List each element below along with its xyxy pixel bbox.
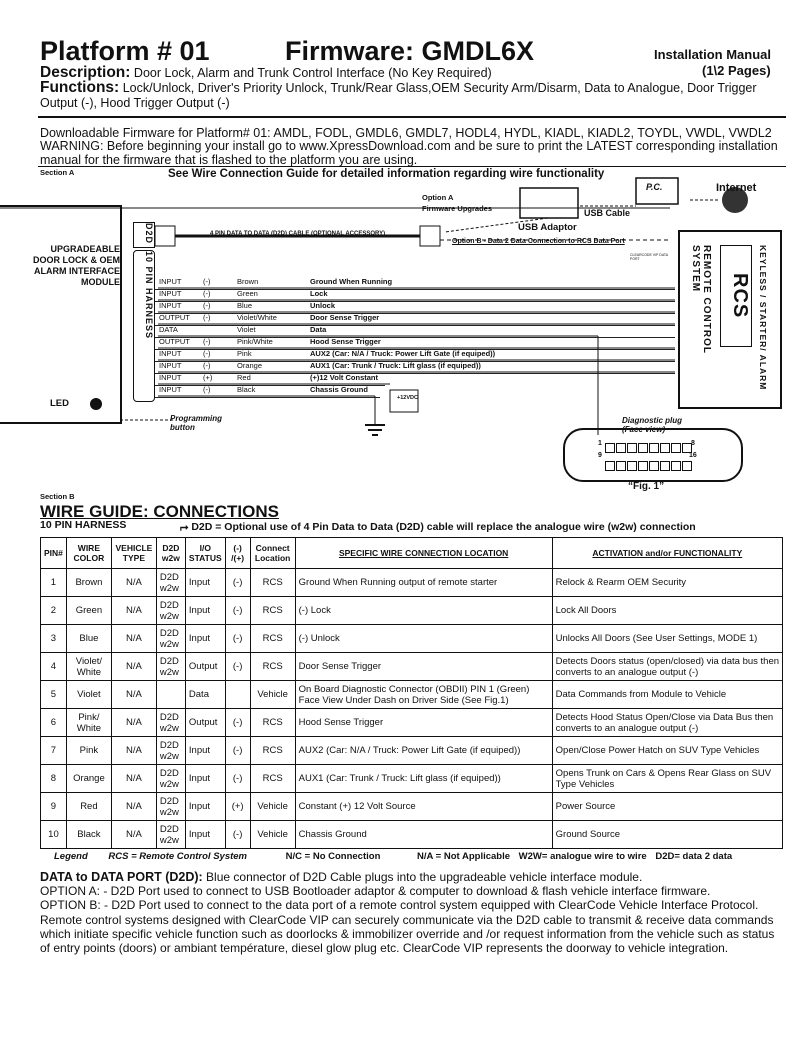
table-row [41,653,783,681]
table-cell: Chassis Ground [295,821,552,849]
wire-label: Red [237,373,251,382]
programming-button-label[interactable]: Programming button [170,414,223,432]
table-cell: N/A [111,737,156,765]
option-a-label: Option A [422,193,454,202]
table-cell: RCS [250,569,295,597]
legend-w2w: W2W= analogue wire to wire [518,851,647,862]
wire-label: INPUT [159,349,182,358]
table-cell: Detects Doors status (open/closed) via data bus then converts to an analogue output (-) [552,653,782,681]
table-cell: Vehicle [250,793,295,821]
table-row [41,765,783,793]
table-row [41,709,783,737]
table-cell: RCS [250,765,295,793]
table-cell: Input [185,597,225,625]
warning-line: WARNING: Before beginning your install go to www.XpressDownload.com and be sure to print the LATEST corresponding installation manual for the firmware that is flashed to the platform you are using. [40,139,778,167]
table-cell: 10 [41,821,67,849]
battery-label: +12VDC [397,395,418,401]
led-label: LED [50,398,69,409]
table-cell: Brown [66,569,111,597]
col-polarity: (-) /(+) [225,538,250,569]
table-cell: Ground When Running output of remote starter [295,569,552,597]
diag-label: Diagnostic plug (Face view) [622,416,682,434]
wire-label: Door Sense Trigger [310,313,380,322]
table-cell: Output [185,709,225,737]
wire-label: AUX1 (Car: Trunk / Truck: Lift glass (if equiped)) [310,361,481,370]
table-cell: Output [185,653,225,681]
table-cell: Violet/ White [66,653,111,681]
table-cell: D2D w2w [156,765,185,793]
table-cell: 4 [41,653,67,681]
wire-label: DATA [159,325,178,334]
table-row [41,625,783,653]
platform-title: Platform # 01 [40,36,210,66]
wire-label: Pink/White [237,337,273,346]
wire-label: INPUT [159,373,182,382]
wire-guide-table [40,537,783,849]
table-cell: Input [185,569,225,597]
table-cell: Detects Hood Status Open/Close via Data Bus then converts to an analogue output (-) [552,709,782,737]
table-cell: Vehicle [250,821,295,849]
legend [40,851,783,862]
table-cell: Input [185,765,225,793]
pc-label: P.C. [646,182,663,192]
table-cell: Data Commands from Module to Vehicle [552,681,782,709]
wire-label: (+) [203,373,213,382]
table-cell: Power Source [552,793,782,821]
table-cell: Unlocks All Doors (See User Settings, MODE 1) [552,625,782,653]
table-cell: Input [185,793,225,821]
table-cell: Blue [66,625,111,653]
manual-label: Installation Manual [654,47,772,62]
firmware-upgrades-label: Firmware Upgrades [422,204,493,213]
table-cell: (-) [225,821,250,849]
table-cell: Hood Sense Trigger [295,709,552,737]
d2d-option-a: OPTION A: - D2D Port used to connect to USB Bootloader adaptor & computer to download & flash vehicle interface firmware. [40,884,711,899]
rcs-logo: RCS [720,245,752,347]
wire-label: INPUT [159,301,182,310]
table-cell: 5 [41,681,67,709]
pin-1-label: 1 [598,440,602,447]
wire-label: Black [237,385,256,394]
pin-9-label: 9 [598,452,602,459]
table-cell: Black [66,821,111,849]
table-cell: N/A [111,709,156,737]
wire-label: (+)12 Volt Constant [310,373,378,382]
usb-cable-label: USB Cable [584,208,631,218]
d2d-port-label: D2D [133,222,155,248]
wire-label: Hood Sense Trigger [310,337,381,346]
wire-label: Green [237,289,258,298]
table-cell: RCS [250,597,295,625]
d2d-port-section [40,870,785,955]
module-name: UPGRADEABLE DOOR LOCK & OEM ALARM INTERFACE MODULE [33,244,120,287]
option-b-label: Option B - Data 2 Data Connection to RCS Data Port [452,238,625,245]
table-cell: Input [185,821,225,849]
wire-row [155,384,380,398]
wire-label: Chassis Ground [310,385,368,394]
wire-label: Data [310,325,327,334]
table-cell: (-) [225,569,250,597]
table-row [41,597,783,625]
wire-label: Violet/White [237,313,277,322]
legend-label: Legend [54,851,88,862]
wire-label: INPUT [159,385,182,394]
table-cell: D2D w2w [156,625,185,653]
d2d-connector-right [420,226,440,246]
table-cell: (-) [225,765,250,793]
wire-label: (-) [203,361,211,370]
col-pin: PIN# [41,538,67,569]
d2d-note: ⮣ D2D = Optional use of 4 Pin Data to Data (D2D) cable will replace the analogue wire (w2w) connection [180,521,696,533]
functions-text: Lock/Unlock, Driver's Priority Unlock, Trunk/Rear Glass,OEM Security Arm/Disarm, Data to Analogue, Door Trigger Output (-), Hood Trigger Output (-) [40,81,757,110]
table-cell: On Board Diagnostic Connector (OBDII) PIN 1 (Green) Face View Under Dash on Driver Side (See Fig.1) [295,681,552,709]
table-cell: Red [66,793,111,821]
table-cell: (-) [225,653,250,681]
harness-label: 10 PIN HARNESS [133,250,155,402]
d2d-cable-label: 4 PIN DATA TO DATA (D2D) CABLE (OPTIONAL ACCESSORY) [210,231,386,237]
wire-label: Unlock [310,301,336,310]
table-cell: RCS [250,653,295,681]
wire-label: Blue [237,301,253,310]
table-cell: Lock All Doors [552,597,782,625]
wire-label: INPUT [159,361,182,370]
table-cell: 8 [41,765,67,793]
wire-label: (-) [203,277,211,286]
table-cell: 2 [41,597,67,625]
table-cell: 6 [41,709,67,737]
keyless-label: KEYLESS / STARTER/ ALARM [758,245,768,391]
col-d2d: D2D w2w [156,538,185,569]
wire-label: Ground When Running [310,277,393,286]
firmware-title: Firmware: GMDL6X [285,36,535,66]
table-cell: (-) Lock [295,597,552,625]
table-cell: D2D w2w [156,597,185,625]
table-row [41,793,783,821]
wire-label: Lock [310,289,328,298]
table-cell: Door Sense Trigger [295,653,552,681]
legend-nc: N/C = No Connection [285,851,381,862]
table-cell: (-) [225,625,250,653]
legend-rcs: RCS = Remote Control System [108,851,247,862]
table-cell: (-) [225,737,250,765]
table-cell: RCS [250,709,295,737]
table-cell: Pink/ White [66,709,111,737]
harness-subtitle: 10 PIN HARNESS [40,519,127,531]
fig-label: “Fig. 1” [628,481,665,492]
legend-d2d: D2D= data 2 data [655,851,733,862]
table-cell: AUX2 (Car: N/A / Truck: Power Lift Gate (if equiped)) [295,737,552,765]
description-text: Door Lock, Alarm and Trunk Control Interface (No Key Required) [133,66,492,80]
functions [40,80,792,111]
col-function: ACTIVATION and/or FUNCTIONALITY [552,538,782,569]
col-wire-color: WIRE COLOR [66,538,111,569]
wire-label: (-) [203,289,211,298]
clearcode-port-label: CLEARCODE VIP DATA PORT [630,253,668,261]
table-cell: 1 [41,569,67,597]
table-row [41,821,783,849]
table-cell: Orange [66,765,111,793]
table-cell: Input [185,737,225,765]
wire-label: (-) [203,313,211,322]
table-header-row [41,538,783,569]
battery-shape [390,390,418,412]
wire-label: Violet [237,325,256,334]
d2d-port-intro-text: Blue connector of D2D Cable plugs into the upgradeable vehicle interface module. [206,870,643,884]
table-cell: RCS [250,737,295,765]
obd-pins [605,441,689,465]
table-cell: Green [66,597,111,625]
section-a-title: See Wire Connection Guide for detailed information regarding wire functionality [168,168,605,180]
table-cell: Input [185,625,225,653]
table-cell: N/A [111,681,156,709]
col-io: I/O STATUS [185,538,225,569]
table-cell: Vehicle [250,681,295,709]
wire-label: (-) [203,337,211,346]
warning-rule [38,166,786,167]
table-cell: (-) Unlock [295,625,552,653]
pin-8-label: 8 [691,440,695,447]
table-cell: Constant (+) 12 Volt Source [295,793,552,821]
d2d-port-intro [40,870,785,884]
table-row [41,569,783,597]
section-b-label: Section B [40,492,75,501]
wire-label: INPUT [159,277,182,286]
d2d-note-text: D2D = Optional use of 4 Pin Data to Data (D2D) cable will replace the analogue wire (w2w) connection [191,521,696,533]
wire-label: INPUT [159,289,182,298]
wire-label: (-) [203,385,211,394]
table-cell: RCS [250,625,295,653]
internet-label: Internet [716,182,757,194]
table-cell: N/A [111,793,156,821]
table-cell: D2D w2w [156,737,185,765]
table-cell: N/A [111,625,156,653]
table-cell: D2D w2w [156,653,185,681]
table-cell: D2D w2w [156,709,185,737]
table-cell: 7 [41,737,67,765]
col-connect: Connect Location [250,538,295,569]
page-count: (1\2 Pages) [702,63,771,78]
wire-label: OUTPUT [159,337,190,346]
d2d-connector-left [155,226,175,246]
rcs-system-label: REMOTE CONTROL SYSTEM [690,245,712,354]
wire-label: OUTPUT [159,313,190,322]
table-cell: (-) [225,709,250,737]
functions-label: Functions: [40,79,120,96]
wire-label: AUX2 (Car: N/A / Truck: Power Lift Gate (if equiped)) [310,349,496,358]
usb-adaptor-label: USB Adaptor [518,222,577,233]
pin-16-label: 16 [689,452,697,459]
table-cell: D2D w2w [156,821,185,849]
table-cell: 3 [41,625,67,653]
table-cell: D2D w2w [156,569,185,597]
interface-module [0,205,122,424]
table-cell: Pink [66,737,111,765]
download-line: Downloadable Firmware for Platform# 01: AMDL, FODL, GMDL6, GMDL7, HODL4, HYDL, KIADL, KIADL2, TOYDL, VWDL, VWDL2 [40,126,772,140]
header-rule [38,116,786,118]
table-cell: D2D w2w [156,793,185,821]
table-cell: Ground Source [552,821,782,849]
table-cell: AUX1 (Car: Trunk / Truck: Lift glass (if equiped)) [295,765,552,793]
table-row [41,737,783,765]
table-row [41,681,783,709]
table-cell: N/A [111,597,156,625]
d2d-option-b: OPTION B: - D2D Port used to connect to the data port of a remote control system equipped with ClearCode Vehicle Interface Protocol. Remote control systems designed with ClearCode VIP can securely communicate via the D2D cable to transmit & receive data commands which initiate specific vehicle function such as doorlocks & immobilizer override and /or request information from the vehicle such as status of entry points (doors) or ambiant température, diesel glow plug etc. ClearCode VIP represents the doorway to vehicle integration. [40,898,775,956]
table-cell: (-) [225,597,250,625]
table-cell: N/A [111,653,156,681]
section-a-label: Section A [40,168,75,177]
table-cell: Open/Close Power Hatch on SUV Type Vehicles [552,737,782,765]
usb-adaptor-shape [520,188,578,218]
table-cell: N/A [111,569,156,597]
table-cell: N/A [111,821,156,849]
table-cell: (+) [225,793,250,821]
wire-label: (-) [203,349,211,358]
wire-label: Brown [237,277,259,286]
table-cell [156,681,185,709]
description-label: Description: [40,64,131,81]
table-cell: N/A [111,765,156,793]
table-cell: Opens Trunk on Cars & Opens Rear Glass on SUV Type Vehicles [552,765,782,793]
table-cell: Data [185,681,225,709]
wire-label: Orange [237,361,263,370]
col-location: SPECIFIC WIRE CONNECTION LOCATION [295,538,552,569]
col-vehicle-type: VEHICLE TYPE [111,538,156,569]
table-cell: Relock & Rearm OEM Security [552,569,782,597]
wire-guide-title: WIRE GUIDE: CONNECTIONS [40,502,279,521]
table-cell [225,681,250,709]
table-cell: Violet [66,681,111,709]
table-cell: 9 [41,793,67,821]
wire-label: Pink [237,349,252,358]
legend-na: N/A = Not Applicable [417,851,511,862]
d2d-port-title: DATA to DATA PORT (D2D): [40,870,203,884]
wire-label: (-) [203,301,211,310]
